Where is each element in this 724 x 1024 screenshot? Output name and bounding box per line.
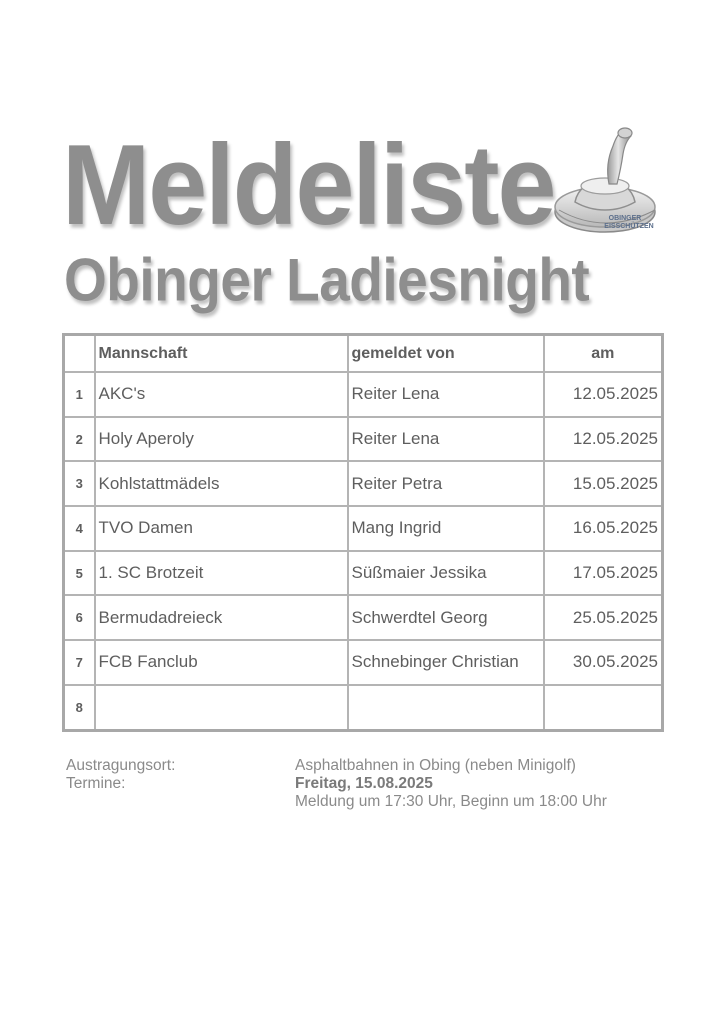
row-number: 7 (64, 640, 95, 685)
row-registered-by (348, 685, 544, 730)
row-registered-by: Schnebinger Christian (348, 640, 544, 685)
row-date: 12.05.2025 (544, 417, 663, 462)
row-date: 30.05.2025 (544, 640, 663, 685)
row-team: AKC's (95, 372, 348, 417)
row-team: TVO Damen (95, 506, 348, 551)
row-number: 6 (64, 595, 95, 640)
table-row (64, 417, 663, 462)
row-date: 16.05.2025 (544, 506, 663, 551)
page-title: Meldeliste (62, 121, 555, 249)
table-row (64, 551, 663, 596)
table-row (64, 506, 663, 551)
table-row (64, 595, 663, 640)
table-row (64, 640, 663, 685)
row-registered-by: Süßmaier Jessika (348, 551, 544, 596)
dates-label: Termine: (66, 775, 126, 792)
row-number: 4 (64, 506, 95, 551)
row-team: Kohlstattmädels (95, 461, 348, 506)
row-team: Holy Aperoly (95, 417, 348, 462)
row-date: 25.05.2025 (544, 595, 663, 640)
row-number: 5 (64, 551, 95, 596)
eisstock-logo-icon (551, 124, 667, 242)
row-date: 17.05.2025 (544, 551, 663, 596)
row-team: Bermudadreieck (95, 595, 348, 640)
row-team: FCB Fanclub (95, 640, 348, 685)
row-date: 12.05.2025 (544, 372, 663, 417)
page-subtitle: Obinger Ladiesnight (64, 245, 590, 314)
registration-table (62, 333, 664, 732)
location-label: Austragungsort: (66, 757, 176, 774)
col-header-team: Mannschaft (95, 335, 348, 373)
table-header-row (64, 335, 663, 373)
row-date: 15.05.2025 (544, 461, 663, 506)
row-registered-by: Schwerdtel Georg (348, 595, 544, 640)
location-value: Asphaltbahnen in Obing (neben Minigolf) (295, 757, 576, 774)
logo-text-2: EISSCHÜTZEN (604, 223, 654, 230)
row-number: 1 (64, 372, 95, 417)
row-date (544, 685, 663, 730)
row-team (95, 685, 348, 730)
event-time: Meldung um 17:30 Uhr, Beginn um 18:00 Uhr (295, 793, 607, 810)
row-registered-by: Mang Ingrid (348, 506, 544, 551)
row-number: 2 (64, 417, 95, 462)
row-team: 1. SC Brotzeit (95, 551, 348, 596)
event-date: Freitag, 15.08.2025 (295, 775, 433, 792)
row-registered-by: Reiter Petra (348, 461, 544, 506)
row-registered-by: Reiter Lena (348, 417, 544, 462)
col-header-date: am (544, 335, 663, 373)
col-header-num (64, 335, 95, 373)
row-registered-by: Reiter Lena (348, 372, 544, 417)
col-header-by: gemeldet von (348, 335, 544, 373)
row-number: 8 (64, 685, 95, 730)
table-row (64, 685, 663, 730)
table-row (64, 461, 663, 506)
logo-text-1: OBINGER (608, 215, 642, 222)
row-number: 3 (64, 461, 95, 506)
table-row (64, 372, 663, 417)
